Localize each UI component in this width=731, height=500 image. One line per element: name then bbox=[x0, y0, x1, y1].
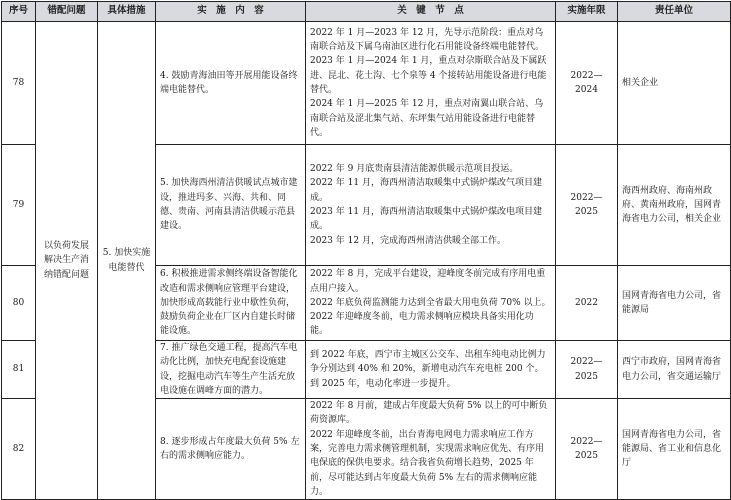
milestone: 2022 年 8 月，完成平台建设，迎峰度冬前完成有序用电重点用户接入。 bbox=[310, 269, 546, 294]
milestone: 2022 年底负荷监测能力达到全省最大用电负荷 70% 以上。 bbox=[310, 297, 551, 308]
row-number: 82 bbox=[2, 399, 36, 500]
specific-measure: 5. 加快实施电能替代 bbox=[98, 22, 156, 500]
header-row bbox=[2, 2, 731, 22]
table-row bbox=[2, 22, 731, 145]
row-number: 81 bbox=[2, 341, 36, 399]
responsible-units: 国网青海省电力公司，省能源局 bbox=[618, 266, 731, 341]
responsible-units: 相关企业 bbox=[618, 22, 731, 145]
milestone: 2024 年 1 月—2025 年 12 月，重点对南翼山联合站、乌南联合站及涩北集气站、东坪集气站用能设备进行电能替代。 bbox=[310, 99, 544, 138]
header-content: 实 施 内 容 bbox=[156, 2, 306, 22]
implementation-years: 2022 bbox=[556, 266, 618, 341]
header-units: 责任单位 bbox=[618, 2, 731, 22]
implementation-years: 2022—2024 bbox=[556, 22, 618, 145]
header-years: 实施年限 bbox=[556, 2, 618, 22]
key-milestones bbox=[306, 145, 556, 266]
responsible-units: 西宁市政府，国网青海省电力公司，省交通运输厅 bbox=[618, 341, 731, 399]
policy-table bbox=[1, 1, 731, 500]
responsible-units: 海西州政府、海南州政府、黄南州政府，国网青海省电力公司，相关企业 bbox=[618, 145, 731, 266]
milestone: 2022 年迎峰度冬前，电力需求侧响应模块具备实用化功能。 bbox=[310, 312, 534, 337]
row-number: 78 bbox=[2, 22, 36, 145]
implementation-content: 8. 逐步形成占年度最大负荷 5% 左右的需求侧响应能力。 bbox=[156, 399, 306, 500]
milestone: 2022 年迎峰度冬前，出台青海电网电力需求响应工作方案，完善电力需求侧管理机制，实现需求响应优先、有序用电保底的保供电要求。结合我省负荷增长趋势，2025 年前，尽可能达到占年度最大负荷 5% 左右的需求侧响应能力。 bbox=[310, 429, 545, 497]
header-issue: 错配问题 bbox=[36, 2, 98, 22]
milestone: 2022 年 9 月底贵南县清洁能源供暖示范项目投运。 bbox=[310, 164, 519, 175]
implementation-content: 4. 鼓励青海油田等开展用能设备终端电能替代。 bbox=[156, 22, 306, 145]
milestone: 2023 年 12 月，完成海西州清洁供暖全部工作。 bbox=[310, 235, 506, 246]
implementation-years: 2022—2025 bbox=[556, 341, 618, 399]
row-number: 79 bbox=[2, 145, 36, 266]
milestone: 2023 年 11 月，海西州清洁取暖集中式锅炉煤改电项目建成。 bbox=[310, 207, 542, 232]
milestone: 到 2022 年底，西宁市主城区公交车、出租车纯电动比例力争分别达到 40% 和 20%，新增电动汽车充电桩 200 个。 bbox=[310, 350, 546, 375]
implementation-content: 7. 推广绿色交通工程，提高汽车电动化比例，加快充电配套设施建设，挖掘电动汽车等生产生活充放电设施在调峰方面的潜力。 bbox=[156, 341, 306, 399]
key-milestones bbox=[306, 22, 556, 145]
responsible-units: 国网青海省电力公司，省能源局、省工业和信息化厅 bbox=[618, 399, 731, 500]
key-milestones bbox=[306, 266, 556, 341]
milestone: 2022 年 1 月—2023 年 12 月，先导示范阶段：重点对乌南联合站及下属乌南油区进行化石用能设备终端电能替代。 bbox=[310, 27, 545, 53]
milestone: 到 2025 年，电动化率进一步提升。 bbox=[310, 378, 456, 389]
implementation-years: 2022—2025 bbox=[556, 399, 618, 500]
header-measure: 具体措施 bbox=[98, 2, 156, 22]
key-milestones bbox=[306, 399, 556, 500]
row-number: 80 bbox=[2, 266, 36, 341]
mismatch-issue: 以负荷发展解决生产消纳错配问题 bbox=[36, 22, 98, 500]
key-milestones bbox=[306, 341, 556, 399]
header-nodes: 关 键 节 点 bbox=[306, 2, 556, 22]
implementation-content: 6. 积极推进需求侧终端设备智能化改造和需求侧响应管理平台建设，加快形成高载能行业中歇性负荷，鼓励负荷企业在厂区内自建长时储能设施。 bbox=[156, 266, 306, 341]
header-no: 序号 bbox=[2, 2, 36, 22]
implementation-years: 2022—2025 bbox=[556, 145, 618, 266]
implementation-content: 5. 加快海西州清洁供暖试点城市建设，推进玛多、兴海、共和、同德、贵南、河南县清洁供暖示范县建设。 bbox=[156, 145, 306, 266]
milestone: 2023 年 1 月—2024 年 1 月，重点对尕斯联合站及下属跃进、昆北、花土沟、七个泉等 4 个接转站用能设备进行电能替代。 bbox=[310, 56, 547, 95]
milestone: 2022 年 11 月，海西州清洁取暖集中式锅炉煤改气项目建成。 bbox=[310, 178, 542, 203]
milestone: 2022 年 8 月前，建成占年度最大负荷 5% 以上的可中断负荷资源库。 bbox=[310, 401, 548, 426]
